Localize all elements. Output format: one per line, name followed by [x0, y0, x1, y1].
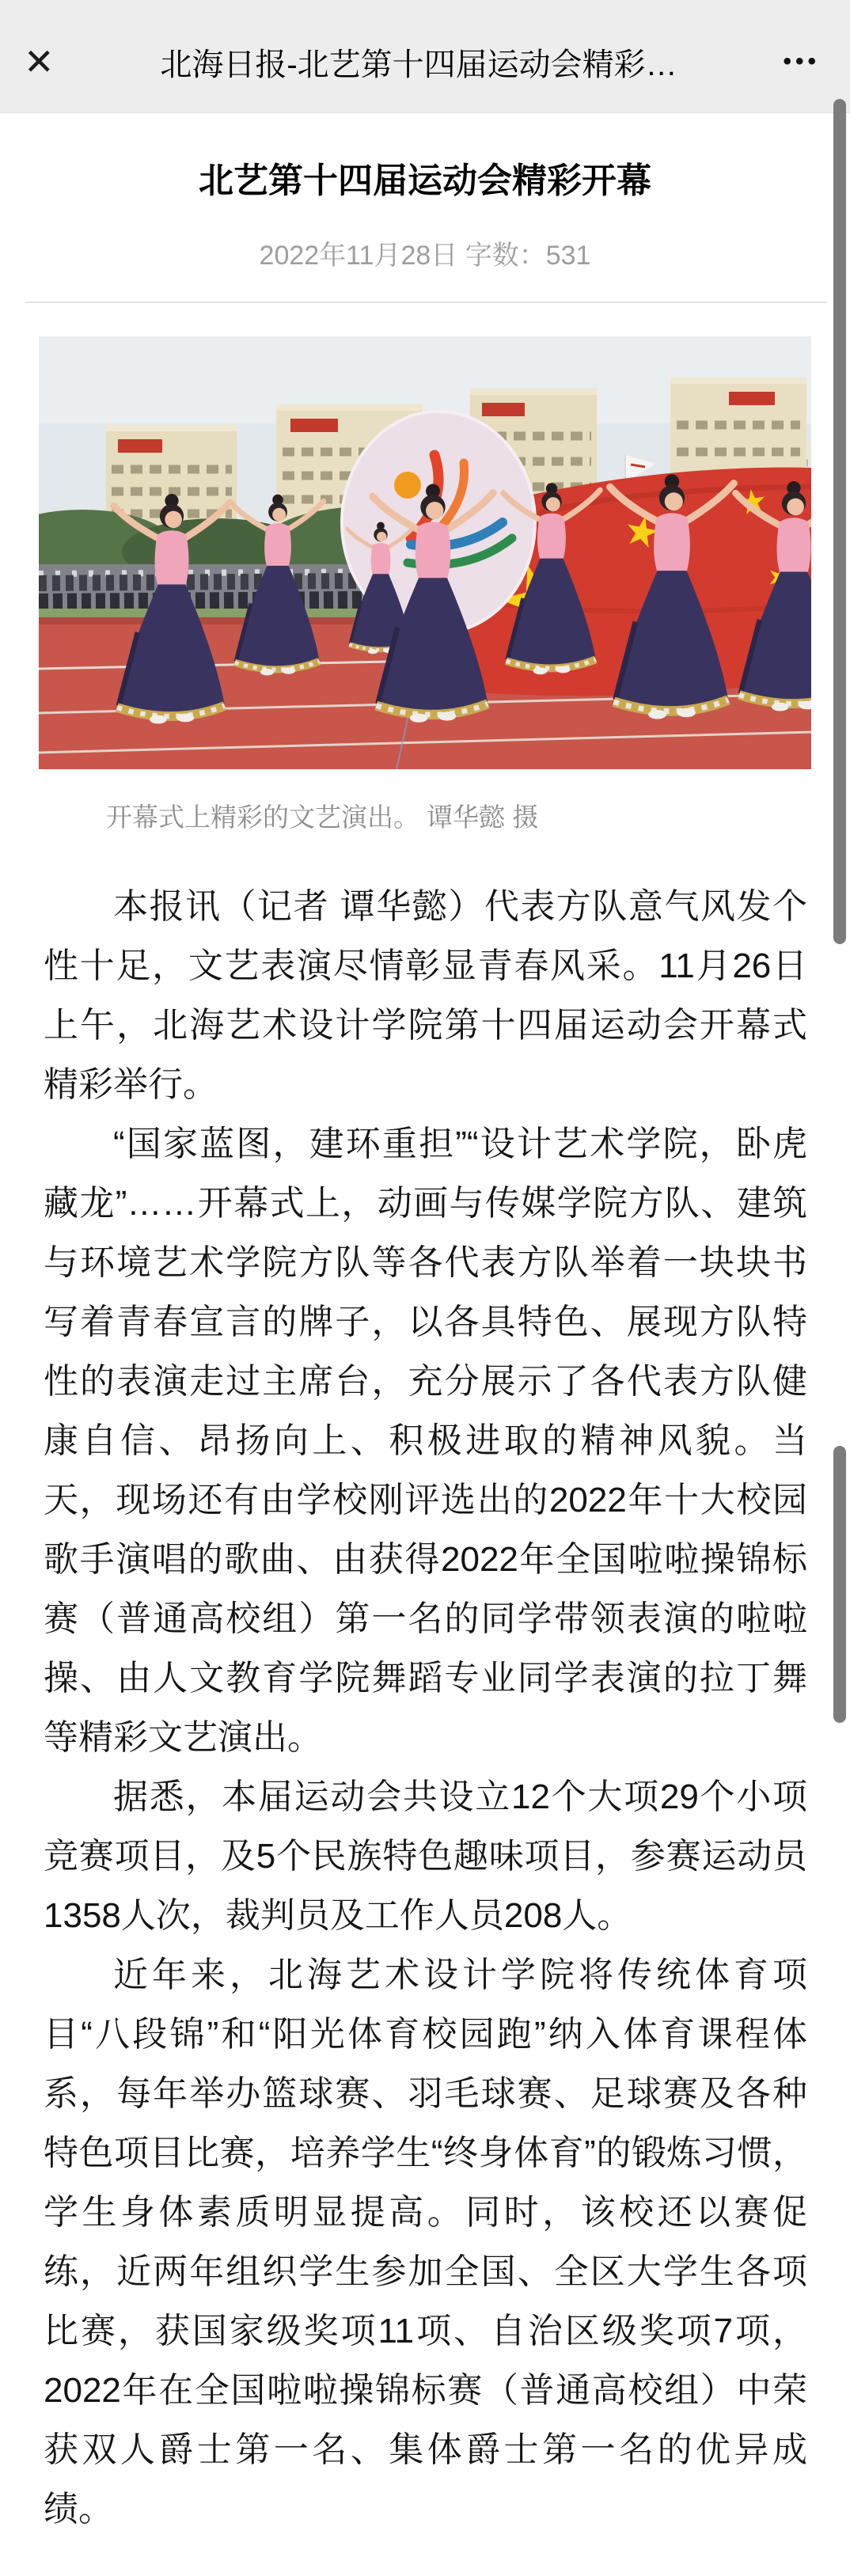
- article-meta: 2022年11月28日 字数：531: [259, 241, 591, 271]
- article: [0, 158, 850, 2539]
- photo-caption: 开幕式上精彩的文艺演出。 谭华懿 摄: [106, 802, 539, 833]
- article-photo[interactable]: [39, 336, 811, 769]
- scrollbar-thumb[interactable]: [833, 1446, 846, 1723]
- more-menu-icon[interactable]: •••: [783, 48, 820, 74]
- paragraph: 据悉，本届运动会共设立12个大项29个小项竞赛项目，及5个民族特色趣味项目，参赛运动员1358人次，裁判员及工作人员208人。: [44, 1777, 807, 1936]
- scrollbar-thumb[interactable]: [833, 99, 846, 944]
- divider: [25, 302, 826, 303]
- close-icon[interactable]: ✕: [24, 41, 55, 82]
- article-title: 北艺第十四届运动会精彩开幕: [199, 161, 651, 200]
- paragraph: 近年来，北海艺术设计学院将传统体育项目“八段锦”和“阳光体育校园跑”纳入体育课程体系，每年举办篮球赛、羽毛球赛、足球赛及各种特色项目比赛，培养学生“终身体育”的锻炼习惯，学生身体素质明显提高。同时，该校还以赛促练，近两年组织学生参加全国、全区大学生各项比赛，获国家级奖项11项、自治区级奖项7项，2022年在全国啦啦操锦标赛（普通高校组）中荣获双人爵士第一名、集体爵士第一名的优异成绩。: [44, 1956, 807, 2529]
- paragraph: “国家蓝图，建环重担”“设计艺术学院，卧虎藏龙”……开幕式上，动画与传媒学院方队、建筑与环境艺术学院方队等各代表方队举着一块块书写着青春宣言的牌子，以各具特色、展现方队特性的表演走过主席台，充分展示了各代表方队健康自信、昂扬向上、积极进取的精神风貌。当天，现场还有由学校刚评选出的2022年十大校园歌手演唱的歌曲、由获得2022年全国啦啦操锦标赛（普通高校组）第一名的同学带领表演的啦啦操、由人文教育学院舞蹈专业同学表演的拉丁舞等精彩文艺演出。: [44, 1125, 807, 1758]
- article-figure: [39, 336, 811, 836]
- paragraph: 本报讯（记者 谭华懿）代表方队意气风发个性十足，文艺表演尽情彰显青春风采。11月26日上午，北海艺术设计学院第十四届运动会开幕式精彩举行。: [44, 887, 807, 1105]
- article-body: [44, 877, 807, 2539]
- title-bar: [0, 0, 850, 113]
- titlebar-text: 北海日报-北艺第十四届运动会精彩…: [160, 47, 677, 82]
